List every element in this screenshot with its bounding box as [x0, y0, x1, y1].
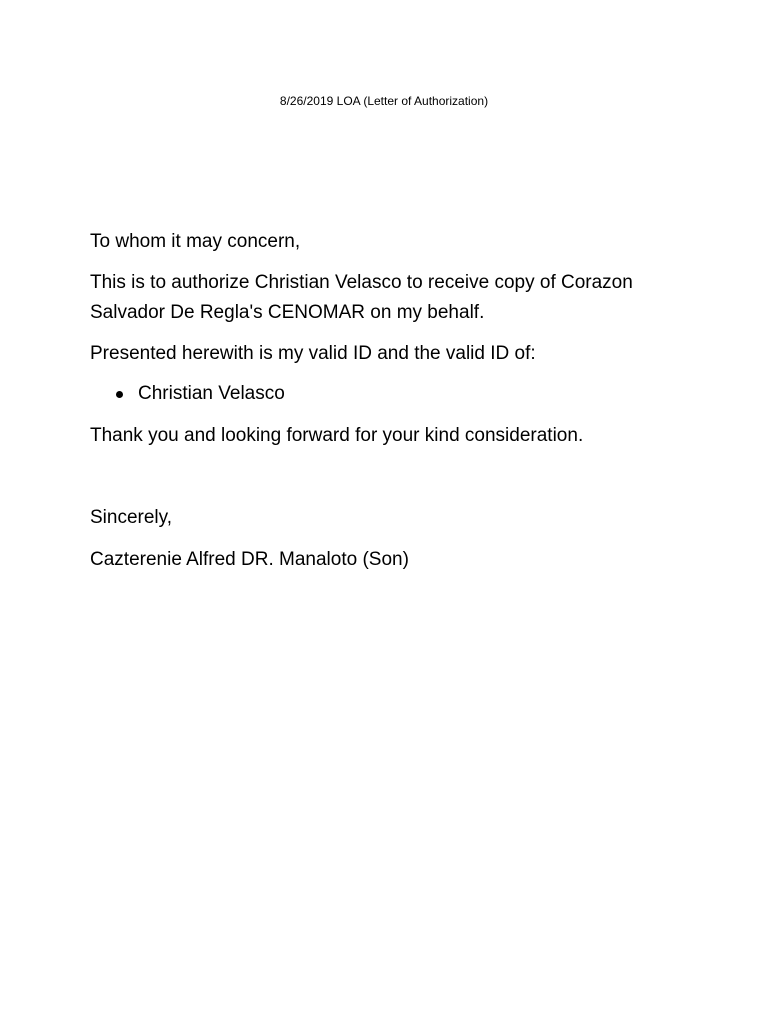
thanks-paragraph: Thank you and looking forward for your kind consideration. [90, 425, 584, 446]
presented-paragraph: Presented herewith is my valid ID and the valid ID of: [90, 343, 536, 364]
authorization-paragraph: This is to authorize Christian Velasco to receive copy of Corazon Salvador De Regla's CENOMAR on my behalf. [90, 272, 633, 323]
page-title: 8/26/2019 LOA (Letter of Authorization) [279, 94, 489, 108]
list-item [90, 380, 285, 408]
page-header [0, 93, 768, 109]
id-holder-list [90, 380, 285, 408]
id-holder-name: Christian Velasco [138, 383, 285, 404]
signature: Cazterenie Alfred DR. Manaloto (Son) [90, 549, 409, 570]
salutation: To whom it may concern, [90, 231, 301, 252]
closing: Sincerely, [90, 507, 173, 528]
bullet-icon [116, 391, 123, 398]
